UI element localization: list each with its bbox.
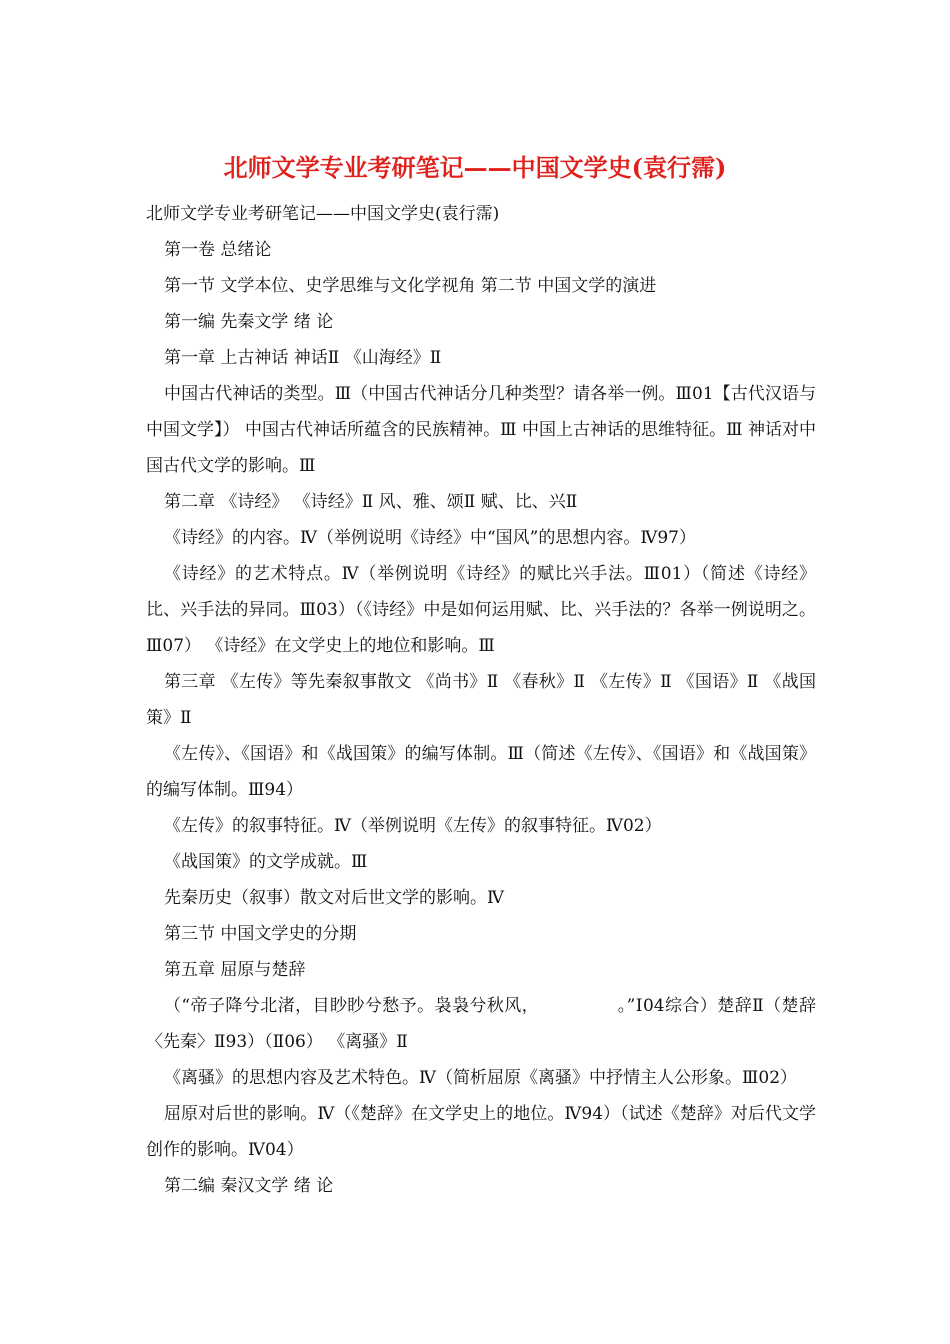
- page-title: 北师文学专业考研笔记——中国文学史(袁行霈): [223, 153, 727, 182]
- paragraph: 先秦历史（叙事）散文对后世文学的影响。Ⅳ: [164, 888, 504, 908]
- paragraph: （“帝子降兮北渚，目眇眇兮愁予。袅袅兮秋风， 。”Ⅰ04综合）楚辞Ⅱ（楚辞〈先秦〉Ⅱ93）（Ⅱ06） 《离骚》Ⅱ: [146, 996, 816, 1052]
- paragraph: 《战国策》的文学成就。Ⅲ: [164, 852, 368, 872]
- paragraph: 《离骚》的思想内容及艺术特色。Ⅳ（简析屈原《离骚》中抒情主人公形象。Ⅲ02）: [164, 1068, 798, 1088]
- part-heading: 第二编 秦汉文学 绪 论: [164, 1176, 334, 1196]
- paragraph: 《左传》、《国语》和《战国策》的编写体制。Ⅲ（简述《左传》、《国语》和《战国策》的编写体制。Ⅲ94）: [146, 744, 816, 800]
- chapter-heading: 第二章 《诗经》 《诗经》Ⅱ 风、雅、颂Ⅱ 赋、比、兴Ⅱ: [164, 492, 578, 512]
- section-heading: 第一节 文学本位、史学思维与文化学视角 第二节 中国文学的演进: [164, 276, 657, 296]
- chapter-heading: 第三章 《左传》等先秦叙事散文 《尚书》Ⅱ 《春秋》Ⅱ 《左传》Ⅱ 《国语》Ⅱ 《战国策》Ⅱ: [146, 672, 816, 728]
- paragraph: 中国古代神话的类型。Ⅲ（中国古代神话分几种类型？请各举一例。Ⅲ01【古代汉语与中国文学】） 中国古代神话所蕴含的民族精神。Ⅲ 中国上古神话的思维特征。Ⅲ 神话对中国古代文学的影响。Ⅲ: [146, 384, 816, 476]
- chapter-heading: 第一章 上古神话 神话Ⅱ 《山海经》Ⅱ: [164, 348, 442, 368]
- volume-heading: 第一卷 总绪论: [164, 240, 272, 260]
- paragraph: 《诗经》的内容。Ⅳ（举例说明《诗经》中“国风”的思想内容。Ⅳ97）: [164, 528, 696, 548]
- subtitle-line: 北师文学专业考研笔记——中国文学史(袁行霈): [146, 204, 500, 224]
- section-heading: 第三节 中国文学史的分期: [164, 924, 357, 944]
- document-body: [146, 196, 816, 1204]
- paragraph: 《左传》的叙事特征。Ⅳ（举例说明《左传》的叙事特征。Ⅳ02）: [164, 816, 662, 836]
- chapter-heading: 第五章 屈原与楚辞: [164, 960, 306, 980]
- paragraph: 屈原对后世的影响。Ⅳ（《楚辞》在文学史上的地位。Ⅳ94）（试述《楚辞》对后代文学创作的影响。Ⅳ04）: [146, 1104, 816, 1160]
- paragraph: 《诗经》的艺术特点。Ⅳ（举例说明《诗经》的赋比兴手法。Ⅲ01）（简述《诗经》比、兴手法的异同。Ⅲ03）（《诗经》中是如何运用赋、比、兴手法的？各举一例说明之。Ⅲ07） 《诗经》在文学史上的地位和影响。Ⅲ: [146, 564, 816, 656]
- part-heading: 第一编 先秦文学 绪 论: [164, 312, 334, 332]
